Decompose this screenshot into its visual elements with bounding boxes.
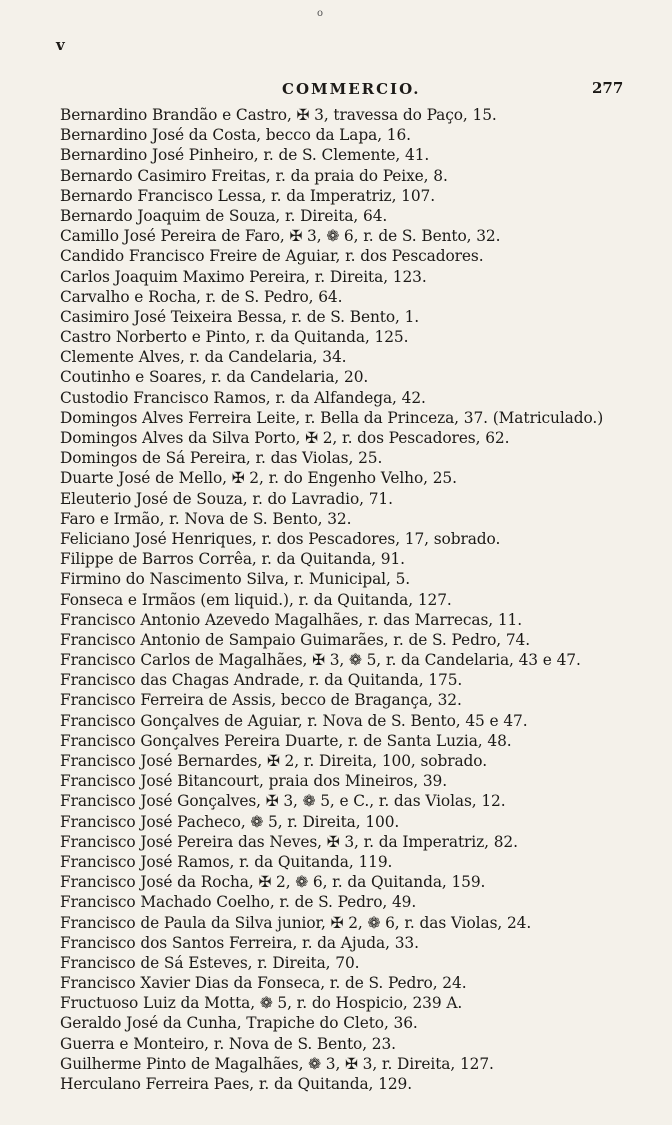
directory-entry: Coutinho e Soares, r. da Candelaria, 20. bbox=[60, 368, 369, 387]
directory-entry: Francisco Xavier Dias da Fonseca, r. de S. Pedro, 24. bbox=[60, 974, 467, 993]
directory-entry: Francisco Ferreira de Assis, becco de Bragança, 32. bbox=[60, 691, 462, 710]
directory-entry: Fructuoso Luiz da Motta, ❁ 5, r. do Hospicio, 239 A. bbox=[60, 994, 463, 1013]
directory-entry: Francisco José Bitancourt, praia dos Mineiros, 39. bbox=[60, 772, 447, 791]
directory-entry: Carvalho e Rocha, r. de S. Pedro, 64. bbox=[60, 287, 343, 306]
directory-entry: Feliciano José Henriques, r. dos Pescadores, 17, sobrado. bbox=[60, 529, 501, 548]
directory-entry: Duarte José de Mello, ✠ 2, r. do Engenho Velho, 25. bbox=[60, 469, 457, 488]
directory-entry: Bernardo Francisco Lessa, r. da Imperatriz, 107. bbox=[60, 186, 436, 205]
directory-entry: Firmino do Nascimento Silva, r. Municipal, 5. bbox=[60, 570, 411, 589]
directory-entry: Bernardino José da Costa, becco da Lapa, 16. bbox=[60, 126, 411, 145]
directory-list bbox=[60, 105, 660, 1094]
directory-entry: Filippe de Barros Corrêa, r. da Quitanda, 91. bbox=[60, 550, 405, 569]
directory-entry: Geraldo José da Cunha, Trapiche do Cleto, 36. bbox=[60, 1014, 418, 1033]
directory-entry: Francisco José Gonçalves, ✠ 3, ❁ 5, e C., r. das Violas, 12. bbox=[60, 792, 506, 811]
directory-entry: Francisco Carlos de Magalhães, ✠ 3, ❁ 5, r. da Candelaria, 43 e 47. bbox=[60, 651, 581, 670]
directory-entry: Francisco Gonçalves Pereira Duarte, r. de Santa Luzia, 48. bbox=[60, 731, 512, 750]
directory-entry: Francisco Gonçalves de Aguiar, r. Nova de S. Bento, 45 e 47. bbox=[60, 711, 528, 730]
directory-entry: Francisco José da Rocha, ✠ 2, ❁ 6, r. da Quitanda, 159. bbox=[60, 873, 486, 892]
page-header bbox=[0, 80, 672, 104]
directory-entry: Carlos Joaquim Maximo Pereira, r. Direita, 123. bbox=[60, 267, 427, 286]
directory-entry: Francisco de Sá Esteves, r. Direita, 70. bbox=[60, 953, 360, 972]
directory-entry: Fonseca e Irmãos (em liquid.), r. da Quitanda, 127. bbox=[60, 590, 452, 609]
directory-entry: Francisco das Chagas Andrade, r. da Quitanda, 175. bbox=[60, 671, 463, 690]
directory-entry: Francisco José Pacheco, ❁ 5, r. Direita, 100. bbox=[60, 812, 400, 831]
page-number: 277 bbox=[592, 79, 624, 97]
directory-entry: Francisco Antonio de Sampaio Guimarães, r. de S. Pedro, 74. bbox=[60, 630, 530, 649]
directory-entry: Camillo José Pereira de Faro, ✠ 3, ❁ 6, r. de S. Bento, 32. bbox=[60, 227, 501, 246]
directory-entry: Domingos Alves Ferreira Leite, r. Bella da Princeza, 37. (Matriculado.) bbox=[60, 408, 604, 427]
directory-entry: Bernardo Joaquim de Souza, r. Direita, 64. bbox=[60, 206, 388, 225]
directory-entry: Castro Norberto e Pinto, r. da Quitanda, 125. bbox=[60, 328, 409, 347]
directory-entry: Bernardino José Pinheiro, r. de S. Clemente, 41. bbox=[60, 146, 430, 165]
directory-entry: Herculano Ferreira Paes, r. da Quitanda, 129. bbox=[60, 1075, 413, 1093]
page-title: COMMERCIO. bbox=[282, 80, 421, 98]
directory-entry: Casimiro José Teixeira Bessa, r. de S. Bento, 1. bbox=[60, 307, 420, 326]
top-mark: o bbox=[317, 8, 324, 19]
directory-entry: Francisco José Ramos, r. da Quitanda, 119. bbox=[60, 852, 393, 871]
directory-entry: Domingos de Sá Pereira, r. das Violas, 25. bbox=[60, 449, 383, 468]
corner-mark: v bbox=[56, 36, 65, 54]
directory-entry: Francisco Machado Coelho, r. de S. Pedro, 49. bbox=[60, 893, 417, 912]
directory-entry: Clemente Alves, r. da Candelaria, 34. bbox=[60, 348, 347, 367]
directory-entry: Francisco Antonio Azevedo Magalhães, r. das Marrecas, 11. bbox=[60, 610, 523, 629]
directory-entry: Candido Francisco Freire de Aguiar, r. dos Pescadores. bbox=[60, 247, 484, 266]
directory-entry: Bernardino Brandão e Castro, ✠ 3, travessa do Paço, 15. bbox=[60, 106, 497, 124]
directory-entry: Faro e Irmão, r. Nova de S. Bento, 32. bbox=[60, 509, 352, 528]
directory-entry: Guilherme Pinto de Magalhães, ❁ 3, ✠ 3, r. Direita, 127. bbox=[60, 1054, 494, 1073]
directory-entry: Custodio Francisco Ramos, r. da Alfandega, 42. bbox=[60, 388, 426, 407]
directory-entry: Domingos Alves da Silva Porto, ✠ 2, r. dos Pescadores, 62. bbox=[60, 429, 510, 447]
directory-entry: Francisco de Paula da Silva junior, ✠ 2, ❁ 6, r. das Violas, 24. bbox=[60, 913, 532, 932]
directory-entry: Francisco José Bernardes, ✠ 2, r. Direita, 100, sobrado. bbox=[60, 752, 487, 770]
directory-entry: Bernardo Casimiro Freitas, r. da praia do Peixe, 8. bbox=[60, 166, 448, 185]
directory-entry: Francisco José Pereira das Neves, ✠ 3, r. da Imperatriz, 82. bbox=[60, 832, 518, 851]
directory-entry: Eleuterio José de Souza, r. do Lavradio, 71. bbox=[60, 489, 393, 508]
directory-entry: Guerra e Monteiro, r. Nova de S. Bento, 23. bbox=[60, 1034, 396, 1053]
directory-entry: Francisco dos Santos Ferreira, r. da Ajuda, 33. bbox=[60, 933, 419, 952]
